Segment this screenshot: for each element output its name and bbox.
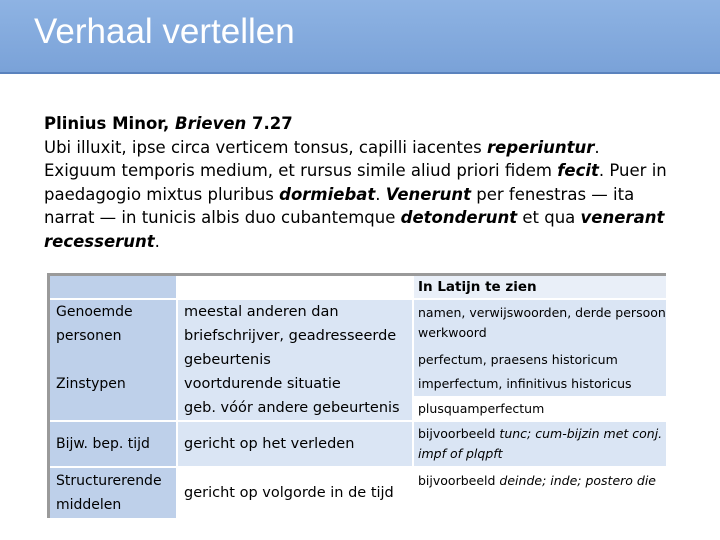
cell-zinstypen-description xyxy=(178,348,412,420)
cell-zinstypen-latin: perfectum, praesens historicum xyxy=(414,348,666,372)
row-label-bijw-bep-tijd: Bijw. bep. tijd xyxy=(50,422,176,466)
analysis-table xyxy=(47,273,666,518)
latin-passage xyxy=(44,136,674,254)
reference-work: Brieven xyxy=(175,114,247,133)
row-label-structurerende-middelen: Structurerende middelen xyxy=(50,468,176,518)
zinstype-item: geb. vóór andere gebeurtenis xyxy=(184,400,400,416)
cell-text: bijvoorbeeld xyxy=(418,473,500,488)
zinstype-item: voortdurende situatie xyxy=(184,376,341,392)
cell-genoemde-latin: namen, verwijswoorden, derde persoon werkwoord xyxy=(414,300,666,348)
highlighted-verb: reperiuntur xyxy=(487,137,595,157)
table-header-latin: In Latijn te zien xyxy=(414,276,666,298)
latin-example: deinde; inde; postero die xyxy=(499,473,657,488)
slide-title: Verhaal vertellen xyxy=(34,12,295,51)
cell-tijd-latin xyxy=(414,422,666,466)
passage-text: . Puer in paedagogio mixtus pluribus xyxy=(44,161,667,204)
cell-zinstypen-latin: imperfectum, infinitivus historicus xyxy=(414,372,666,396)
passage-text: . xyxy=(154,231,160,251)
row-label-genoemde-personen: Genoemde personen xyxy=(50,300,176,348)
cell-structuur-latin xyxy=(414,468,666,518)
highlighted-verb: venerant xyxy=(580,208,665,227)
passage-text: per fenestras — ita narrat — in tunicis albis duo cubantemque xyxy=(44,184,635,227)
passage-text: . xyxy=(375,184,386,204)
source-reference xyxy=(44,112,674,136)
passage-text: et qua xyxy=(517,208,581,227)
title-bar-underline xyxy=(0,72,720,74)
highlighted-verb: dormiebat xyxy=(279,184,376,204)
passage-text: Ubi illuxit, ipse circa verticem tonsus, capilli iacentes xyxy=(44,137,487,157)
highlighted-verb: Venerunt xyxy=(385,184,472,204)
passage-text: . Exiguum temporis medium, et rursus simile aliud priori fidem xyxy=(44,137,600,180)
source-text xyxy=(44,112,674,253)
zinstype-item: gebeurtenis xyxy=(184,352,271,368)
highlighted-verb: fecit xyxy=(557,161,599,180)
reference-number: 7.27 xyxy=(246,114,293,133)
reference-author: Plinius Minor, xyxy=(44,114,176,133)
cell-tijd-description: gericht op het verleden xyxy=(178,422,412,466)
row-label-zinstypen: Zinstypen xyxy=(50,348,176,420)
header-cell-empty xyxy=(50,276,176,298)
cell-genoemde-description: meestal anderen dan briefschrijver, geadresseerde xyxy=(178,300,412,348)
highlighted-verb: recesserunt xyxy=(44,231,155,251)
cell-zinstypen-latin: plusquamperfectum xyxy=(414,396,666,420)
cell-structuur-description: gericht op volgorde in de tijd xyxy=(178,468,412,518)
cell-text: bijvoorbeeld xyxy=(418,426,500,441)
highlighted-verb: detonderunt xyxy=(400,208,518,227)
latin-example: tunc; cum-bijzin met conj. impf of plqpft xyxy=(418,426,663,461)
header-cell-empty xyxy=(178,276,412,298)
